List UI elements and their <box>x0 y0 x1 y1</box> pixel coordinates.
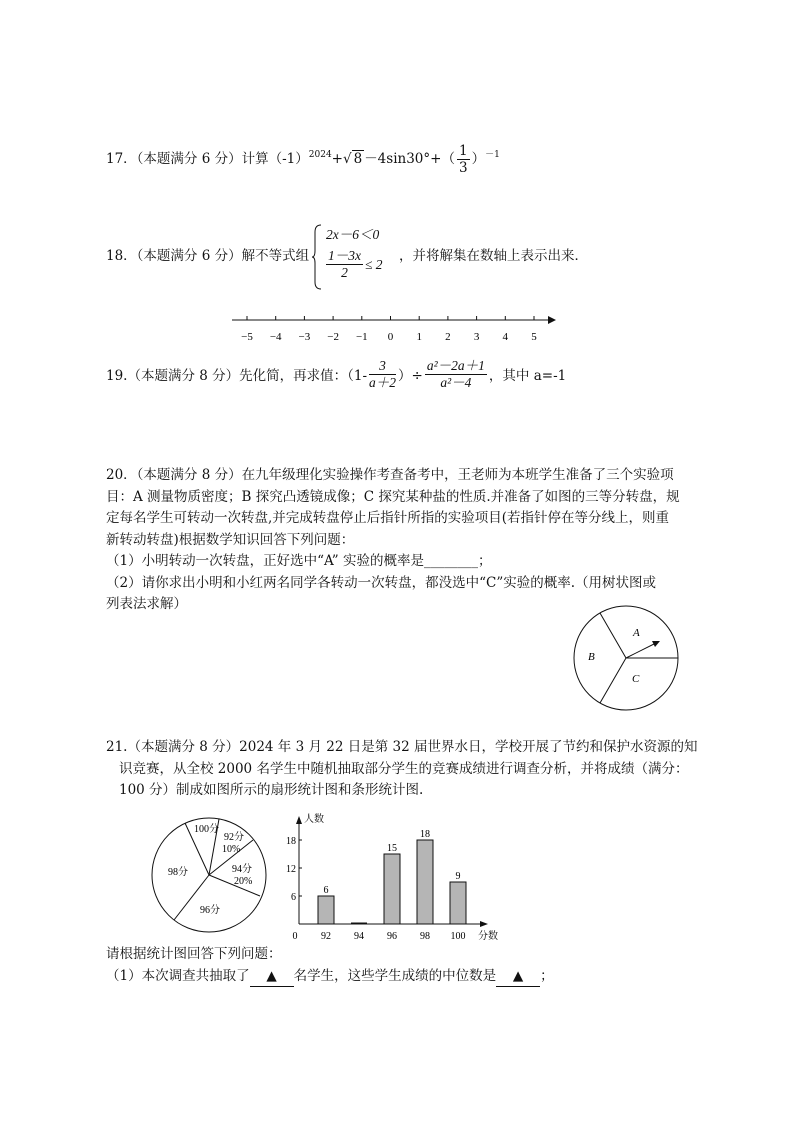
q17-frac-num: 1 <box>458 143 468 159</box>
brace-icon <box>312 224 322 290</box>
spinner <box>570 602 684 714</box>
q20-text <box>106 465 680 616</box>
axis-tick-label: −2 <box>327 331 339 343</box>
y-tick-label: 12 <box>286 864 296 875</box>
q18-ineq2-rhs: ≤ 2 <box>365 256 383 272</box>
bar-data-label: 9 <box>455 871 461 882</box>
spinner-label-c: C <box>632 673 640 685</box>
q19-frac2-num: a²－2a＋1 <box>426 357 485 373</box>
x-tick-label: 98 <box>420 931 430 942</box>
q18-label: 18．（本题满分 6 分）解不等式组 <box>106 248 310 264</box>
q21-sub1-b: 名学生，这些学生成绩的中位数是 <box>293 968 497 984</box>
q17-frac <box>457 143 470 176</box>
q18-ineq1: 2x－6＜0 <box>326 227 380 242</box>
q17-paren: （-1） <box>268 151 309 167</box>
axis-tick-label: −1 <box>355 331 368 343</box>
x-tick-label: 92 <box>321 931 331 942</box>
bar-96 <box>384 854 400 924</box>
q19-frac1-den: a＋2 <box>369 374 397 390</box>
q20-line: 列表法求解） <box>106 596 187 612</box>
q17-sqrt-arg: 8 <box>353 151 363 167</box>
q17-exp2024: 2024 <box>308 150 332 160</box>
axis-tick-label: −4 <box>269 331 282 343</box>
pie-label: 20% <box>234 876 253 887</box>
pie-chart <box>150 816 268 934</box>
q17 <box>106 143 500 176</box>
spinner-label-b: B <box>588 651 595 663</box>
q21-prompt: 请根据统计图回答下列问题： <box>106 946 282 962</box>
q20-line: （1）小明转动一次转盘，正好选中“A” 实验的概率是________； <box>106 553 492 569</box>
q17-minus-sin: －4sin30°+（ <box>364 151 455 167</box>
axis-tick-label: −5 <box>241 331 253 343</box>
q19-frac1-num: 3 <box>369 358 396 375</box>
arrow-right-icon <box>480 921 488 927</box>
q20-line: 定每名学生可转动一次转盘,并完成转盘停止后指针所指的实验项目(若指针停在等分线上，则重 <box>106 510 670 526</box>
axis-tick-label: 1 <box>416 331 422 343</box>
q17-exp-neg1: －1 <box>485 150 500 160</box>
axis-tick-label: 3 <box>473 331 480 343</box>
pie-label: 92分 <box>224 832 244 843</box>
q21-line: 100 分）制成如图所示的扇形统计图和条形统计图. <box>119 782 424 798</box>
axis-tick-label: 4 <box>502 331 509 343</box>
q19-frac2-den: a²－4 <box>440 374 472 390</box>
axis-tick-label: 0 <box>387 331 394 343</box>
axis-tick-label: 2 <box>445 331 451 343</box>
q17-close: ） <box>471 151 486 167</box>
q19 <box>106 352 566 396</box>
bar-98 <box>417 840 433 924</box>
bar-100 <box>450 882 466 924</box>
origin-label: 0 <box>292 931 298 942</box>
q17-label: 17．（本题满分 6 分）计算 <box>106 151 269 167</box>
pie-label: 94分 <box>232 864 252 875</box>
q18-ineq2 <box>326 248 383 281</box>
bar-92 <box>318 896 334 924</box>
q21-sub1-c: ； <box>540 968 554 984</box>
q17-frac-den: 3 <box>458 160 468 176</box>
x-tick-label: 94 <box>354 931 364 942</box>
q20-line: 新转动转盘)根据数学知识回答下列问题： <box>106 531 355 548</box>
answer-blank[interactable]: ▲ <box>496 966 540 987</box>
arrow-up-icon <box>296 816 302 824</box>
bar-data-label: 15 <box>387 843 397 854</box>
bar-chart <box>280 808 510 944</box>
q21-text <box>106 737 697 802</box>
sqrt-icon: √ <box>342 151 352 167</box>
bar-data-label: 18 <box>420 829 430 840</box>
q19-div: ）÷ <box>398 368 423 384</box>
pie-label: 98分 <box>168 867 188 878</box>
axis-tick-label: −3 <box>298 331 311 343</box>
x-axis-label: 分数 <box>478 931 498 942</box>
q19-tail: ，其中 a=-1 <box>488 368 567 384</box>
y-tick-label: 6 <box>291 892 296 903</box>
q21-line: 21.（本题满分 8 分）2024 年 3 月 22 日是第 32 届世界水日，学校开展了节约和保护水资源的知 <box>106 739 698 755</box>
x-tick-label: 96 <box>387 931 397 942</box>
spinner-label-a: A <box>633 627 640 639</box>
q20-line: 20．（本题满分 8 分）在九年级理化实验操作考查备考中，王老师为本班学生准备了三个实验项 <box>106 467 674 483</box>
axis-tick-label: 5 <box>531 331 537 343</box>
q18-ineq2-den: 2 <box>341 265 348 280</box>
x-tick-label: 100 <box>450 931 466 942</box>
q20-line: （2）请你求出小明和小红两名同学各转动一次转盘，都没选中“C”实验的概率.（用树状图或 <box>106 574 657 591</box>
q17-plus: + <box>331 151 343 167</box>
q19-label: 19.（本题满分 8 分）先化简，再求值：（1- <box>106 368 368 384</box>
pointer-icon <box>626 642 658 658</box>
arrow-right-icon <box>548 316 556 324</box>
q21-sub1-a: （1）本次调查共抽取了 <box>106 968 250 984</box>
q18-ineq2-num: 1－3x <box>328 248 361 263</box>
q21-sub1 <box>106 966 554 987</box>
number-line <box>228 310 560 346</box>
q20-line: 目：A 测量物质密度；B 探究凸透镜成像；C 探究某种盐的性质.并准备了如图的三等分转盘，规 <box>106 488 680 505</box>
pie-label: 100分 <box>194 824 219 835</box>
answer-blank[interactable]: ▲ <box>250 966 294 987</box>
q21-line: 识竞赛，从全校 2000 名学生中随机抽取部分学生的竞赛成绩进行调查分析，并将成绩（满分： <box>119 760 689 777</box>
q18-tail: ，并将解集在数轴上表示出来． <box>399 248 588 264</box>
pie-label: 10% <box>222 844 241 855</box>
pie-label: 96分 <box>200 905 220 916</box>
bar-data-label: 6 <box>323 885 329 896</box>
y-axis-label: 人数 <box>304 814 324 825</box>
y-tick-label: 18 <box>286 836 296 847</box>
